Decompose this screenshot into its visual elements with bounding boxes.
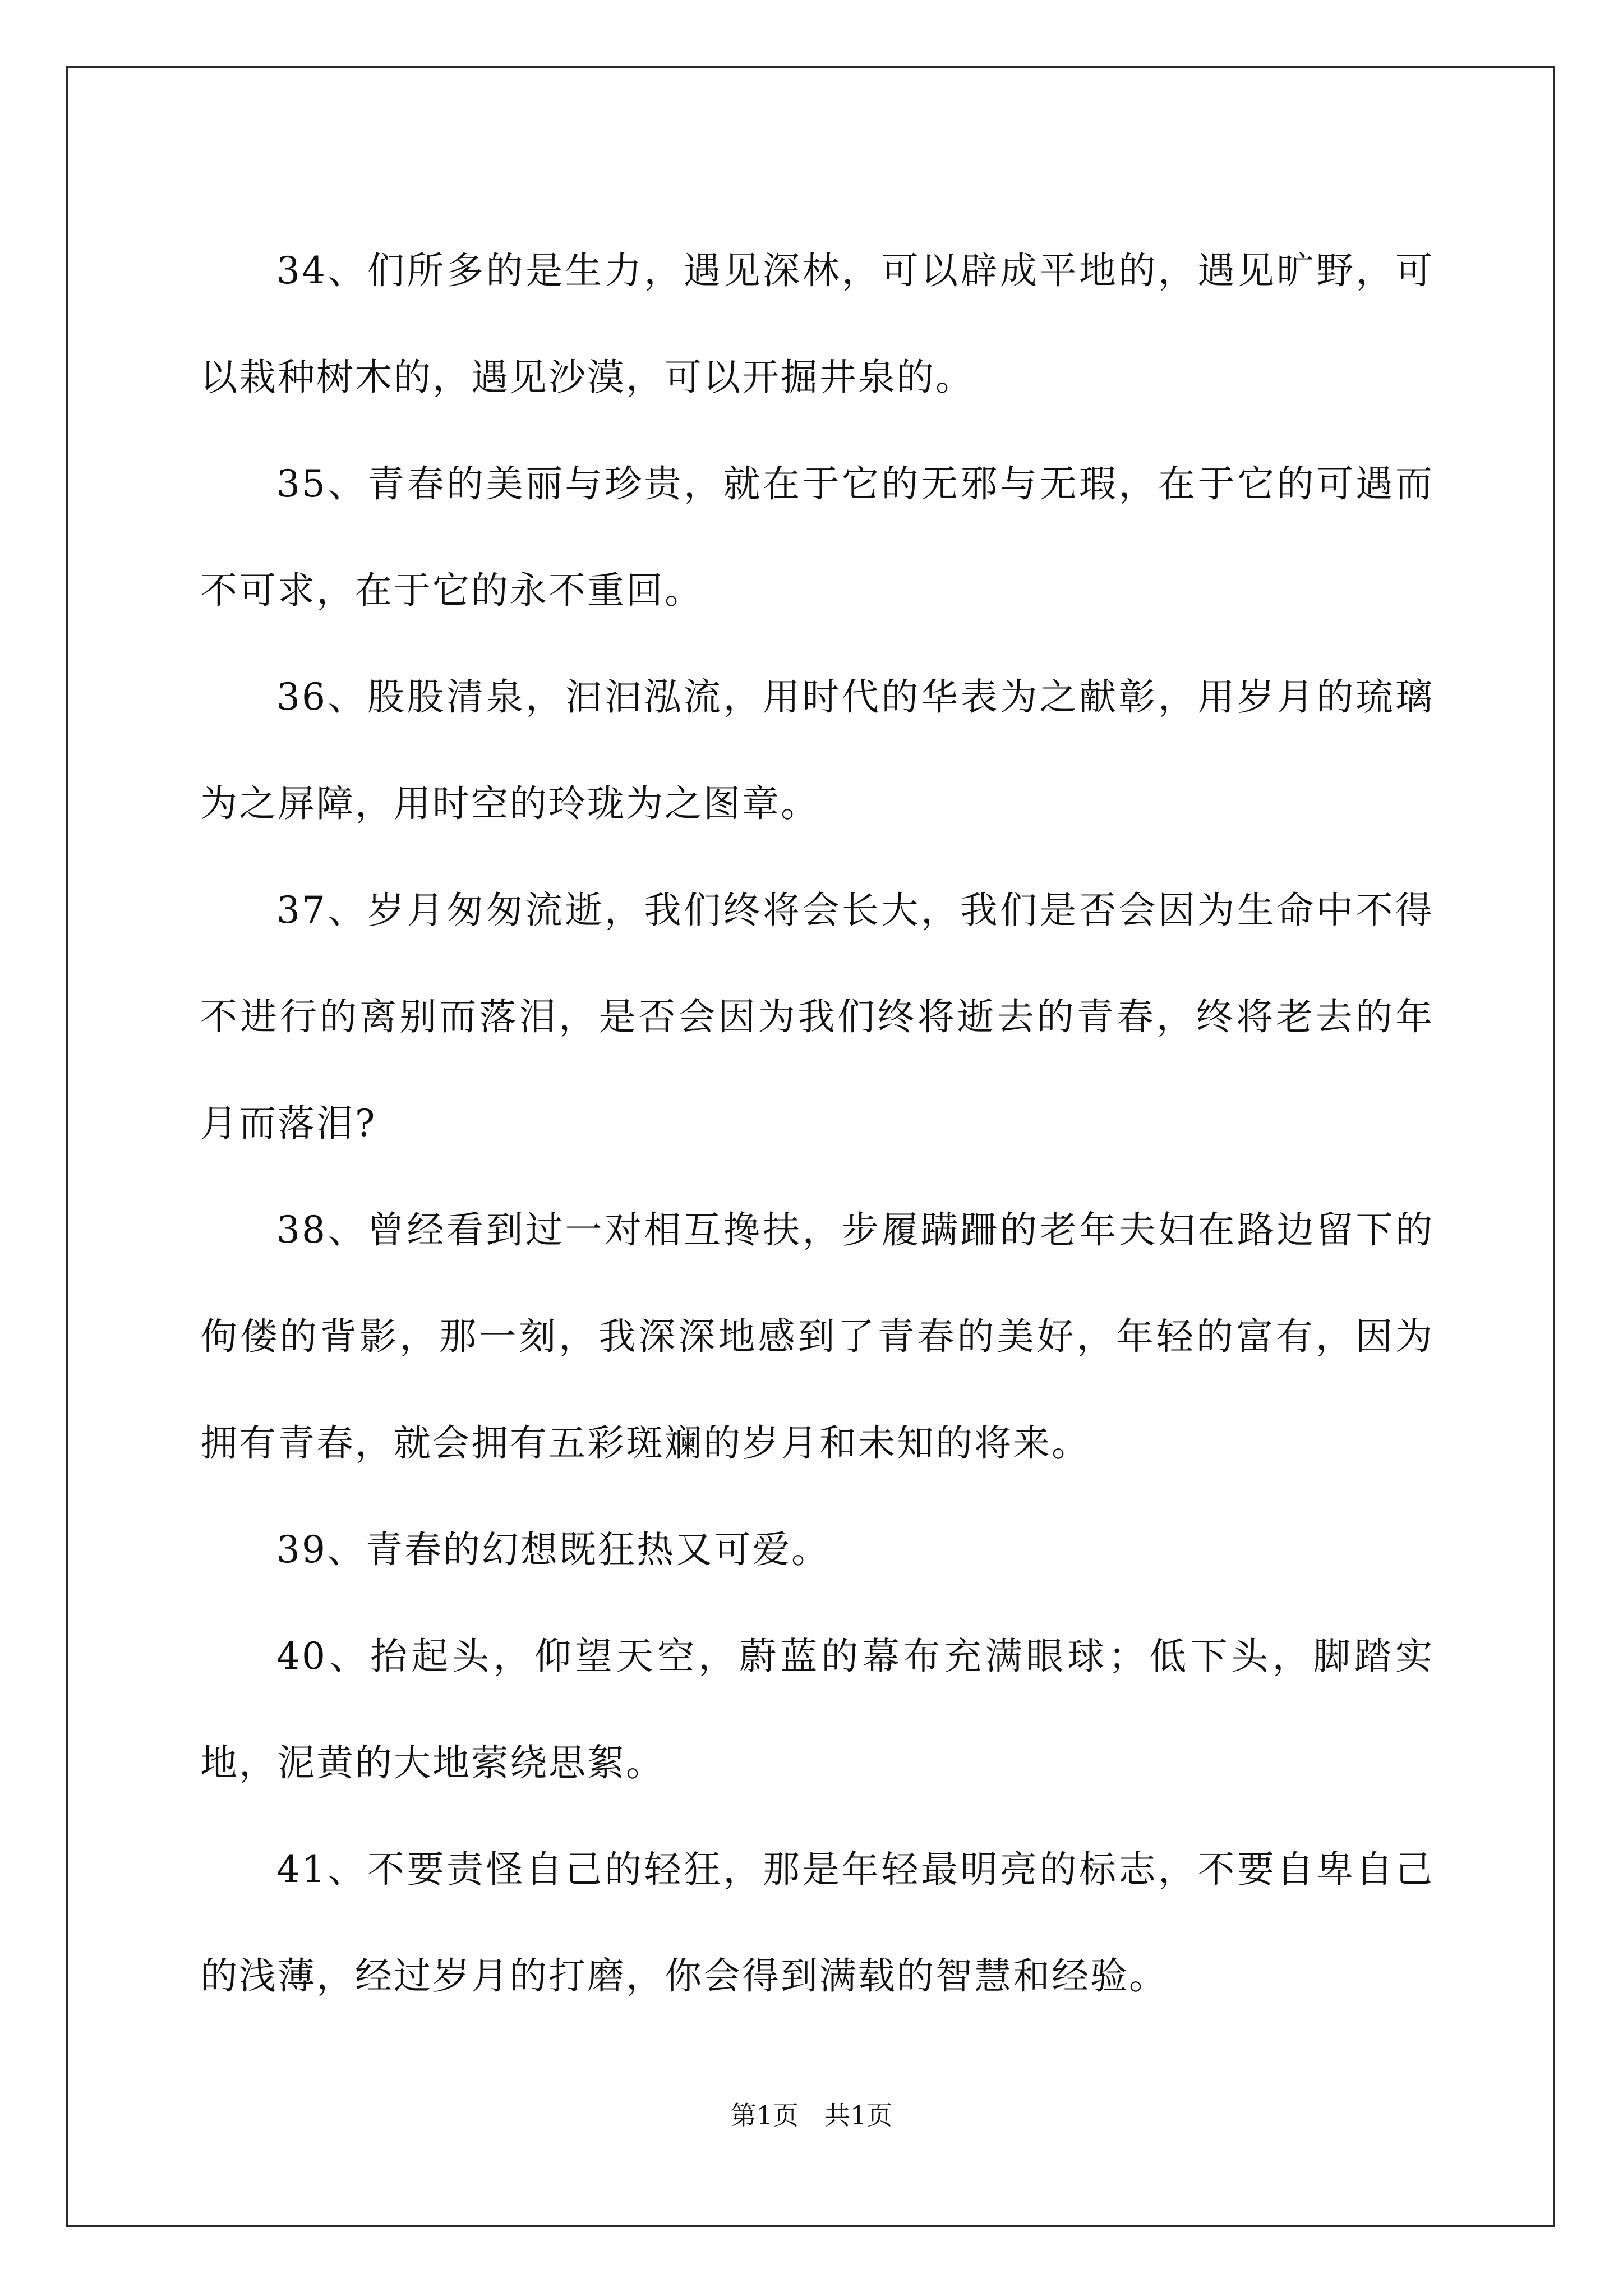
paragraph-38: 38、曾经看到过一对相互搀扶，步履蹒跚的老年夫妇在路边留下的佝偻的背影，那一刻，我深深地感到了青春的美好，年轻的富有，因为拥有青春，就会拥有五彩斑斓的岁月和未知的将来。 [200, 1208, 1434, 1465]
paragraph-35: 35、青春的美丽与珍贵，就在于它的无邪与无瑕，在于它的可遇而不可求，在于它的永不重回。 [200, 462, 1434, 612]
document-body [200, 218, 1434, 2030]
page-footer [0, 2095, 1623, 2132]
paragraph-40: 40、抬起头，仰望天空，蔚蓝的幕布充满眼球；低下头，脚踏实地，泥黄的大地萦绕思絮。 [200, 1635, 1434, 1784]
paragraph-34: 34、们所多的是生力，遇见深林，可以辟成平地的，遇见旷野，可以栽种树木的，遇见沙漠，可以开掘井泉的。 [200, 249, 1434, 399]
paragraph-36: 36、股股清泉，汩汩泓流，用时代的华表为之献彰，用岁月的琉璃为之屏障，用时空的玲珑为之图章。 [200, 675, 1434, 825]
paragraph-41: 41、不要责怪自己的轻狂，那是年轻最明亮的标志，不要自卑自己的浅薄，经过岁月的打磨，你会得到满载的智慧和经验。 [200, 1848, 1434, 1998]
paragraph-37: 37、岁月匆匆流逝，我们终将会长大，我们是否会因为生命中不得不进行的离别而落泪，是否会因为我们终将逝去的青春，终将老去的年月而落泪? [200, 889, 1434, 1145]
page-number-current: 第1页 [730, 2100, 799, 2131]
page-number-total: 共1页 [824, 2100, 893, 2131]
paragraph-39: 39、青春的幻想既狂热又可爱。 [276, 1528, 830, 1571]
